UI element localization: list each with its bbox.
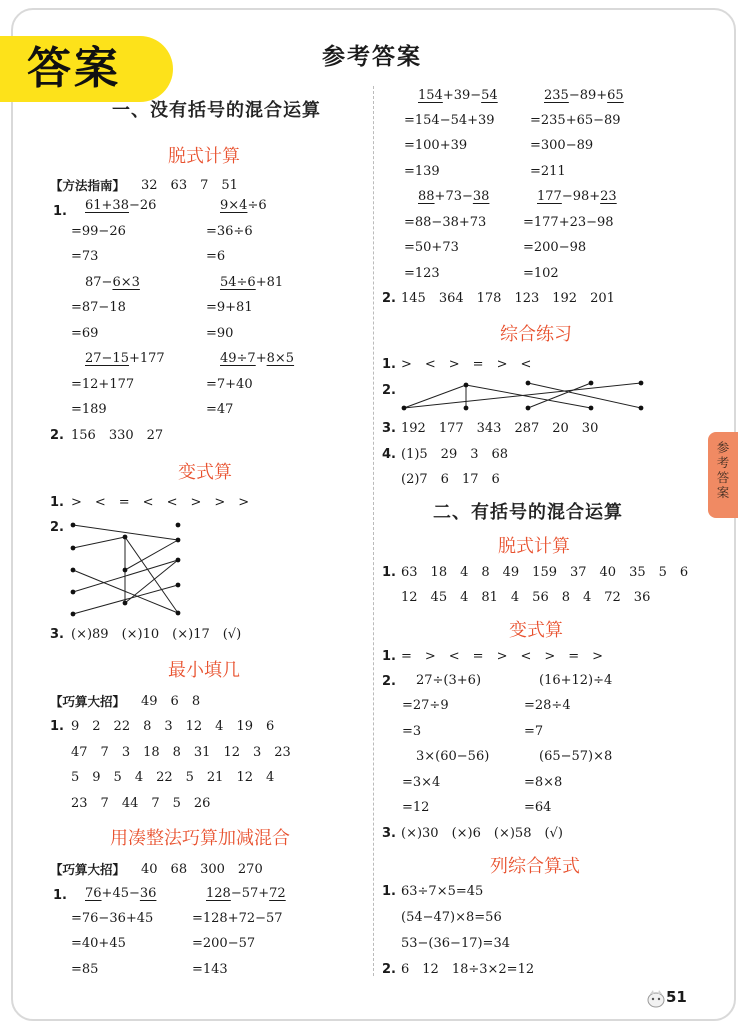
question-number: 2.	[50, 428, 64, 443]
tip-text: 40 68 300 270	[141, 862, 263, 877]
question-number: 1.	[50, 719, 64, 734]
expression: (65−57)×8	[539, 749, 613, 764]
step: =76−36+45	[71, 911, 154, 926]
section-title: 用凑整法巧算加减混合	[110, 828, 290, 849]
question-number: 3.	[382, 421, 396, 436]
tip-label: 【巧算大招】	[50, 694, 126, 709]
expression: 3×(60−56)	[416, 749, 490, 764]
answer-row: 23 7 44 7 5 26	[71, 796, 211, 811]
expression: 235−89+65	[544, 88, 624, 103]
tip-label: 【巧算大招】	[50, 862, 126, 877]
answer-text: 156 330 27	[71, 428, 164, 443]
expression: 128−57+72	[206, 886, 286, 901]
answer-row: 12 45 4 81 4 56 8 4 72 36	[401, 590, 651, 605]
answer-text: (54−47)×8=56	[401, 910, 502, 925]
matching-diagram	[60, 515, 190, 625]
page-number: 51	[666, 988, 687, 1006]
step: =99−26	[71, 224, 126, 239]
question-number: 3.	[50, 627, 64, 642]
step: =88−38+73	[404, 215, 487, 230]
answer-text: (×)89 (×)10 (×)17 (√)	[71, 627, 242, 642]
question-number: 1.	[382, 649, 396, 664]
step: =102	[523, 266, 559, 281]
answer-text: (2)7 6 17 6	[401, 472, 500, 487]
step: =189	[71, 402, 107, 417]
step: =12+177	[71, 377, 135, 392]
question-number: 2.	[382, 383, 396, 398]
answer-text: > < > = > <	[401, 357, 532, 372]
step: =87−18	[71, 300, 126, 315]
question-number: 1.	[53, 204, 67, 219]
matching-diagram	[398, 375, 650, 417]
step: =64	[524, 800, 552, 815]
question-number: 1.	[382, 565, 396, 580]
answer-row: 63 18 4 8 49 159 37 40 35 5 6	[401, 565, 689, 580]
expression: 177−98+23	[537, 189, 617, 204]
question-number: 1.	[382, 357, 396, 372]
step: =100+39	[404, 138, 468, 153]
answer-text: 145 364 178 123 192 201	[401, 291, 615, 306]
part-two-title: 二、有括号的混合运算	[433, 502, 623, 523]
step: =73	[71, 249, 99, 264]
step: =139	[404, 164, 440, 179]
guide-text: 32 63 7 51	[141, 178, 238, 193]
step: =85	[71, 962, 99, 977]
step: =200−57	[192, 936, 256, 951]
answer-row: 47 7 3 18 8 31 12 3 23	[71, 745, 291, 760]
step: =40+45	[71, 936, 126, 951]
expression: 54÷6+81	[220, 275, 284, 290]
step: =12	[402, 800, 430, 815]
answer-text: 63÷7×5=45	[401, 884, 484, 899]
step: =123	[404, 266, 440, 281]
step: =200−98	[523, 240, 587, 255]
step: =8×8	[524, 775, 563, 790]
section-title: 脱式计算	[168, 146, 240, 167]
step: =28÷4	[524, 698, 571, 713]
section-title: 综合练习	[500, 324, 572, 345]
answer-row: 5 9 5 4 22 5 21 12 4	[71, 770, 275, 785]
answer-row: 9 2 22 8 3 12 4 19 6	[71, 719, 275, 734]
step: =90	[206, 326, 234, 341]
question-number: 1.	[53, 888, 67, 903]
answer-badge: 答案	[0, 36, 173, 102]
answer-text: > < = < < > > >	[71, 495, 250, 510]
expression: 9×4÷6	[220, 198, 267, 213]
tip-text: 49 6 8	[141, 694, 201, 709]
answer-text: 6 12 18÷3×2=12	[401, 962, 535, 977]
step: =47	[206, 402, 234, 417]
step: =3	[402, 724, 422, 739]
expression: 76+45−36	[85, 886, 157, 901]
question-number: 2.	[382, 291, 396, 306]
answer-text: = > < = > < > = >	[401, 649, 604, 664]
step: =50+73	[404, 240, 459, 255]
question-number: 1.	[382, 884, 396, 899]
expression: 88+73−38	[418, 189, 490, 204]
question-number: 2.	[50, 520, 64, 535]
step: =300−89	[530, 138, 594, 153]
step: =128+72−57	[192, 911, 283, 926]
step: =211	[530, 164, 566, 179]
expression: (16+12)÷4	[539, 673, 613, 688]
step: =3×4	[402, 775, 441, 790]
part-one-title: 一、没有括号的混合运算	[112, 100, 321, 121]
side-tab-label: 参考答案	[716, 440, 730, 500]
step: =27÷9	[402, 698, 449, 713]
expression: 61+38−26	[85, 198, 157, 213]
mascot-icon	[645, 987, 667, 1009]
expression: 87−6×3	[85, 275, 140, 290]
section-title: 最小填几	[168, 660, 240, 681]
step: =36÷6	[206, 224, 253, 239]
question-number: 3.	[382, 826, 396, 841]
step: =7	[524, 724, 544, 739]
step: =69	[71, 326, 99, 341]
section-title: 列综合算式	[490, 856, 580, 877]
answer-text: 53−(36−17)=34	[401, 936, 510, 951]
expression: 49÷7+8×5	[220, 351, 295, 366]
guide-label: 【方法指南】	[50, 178, 126, 193]
expression: 27−15+177	[85, 351, 165, 366]
column-divider	[373, 86, 374, 976]
step: =143	[192, 962, 228, 977]
answer-text: 192 177 343 287 20 30	[401, 421, 599, 436]
question-number: 4.	[382, 447, 396, 462]
question-number: 2.	[382, 674, 396, 689]
section-title: 变式算	[178, 462, 232, 483]
expression: 27÷(3+6)	[416, 673, 482, 688]
section-title: 变式算	[509, 620, 563, 641]
step: =6	[206, 249, 226, 264]
step: =154−54+39	[404, 113, 495, 128]
step: =177+23−98	[523, 215, 614, 230]
answer-text: (1)5 29 3 68	[401, 447, 509, 462]
expression: 154+39−54	[418, 88, 498, 103]
answer-text: (×)30 (×)6 (×)58 (√)	[401, 826, 563, 841]
page-title: 参考答案	[322, 44, 422, 70]
section-title: 脱式计算	[498, 536, 570, 557]
step: =9+81	[206, 300, 253, 315]
question-number: 1.	[50, 495, 64, 510]
question-number: 2.	[382, 962, 396, 977]
step: =7+40	[206, 377, 253, 392]
step: =235+65−89	[530, 113, 621, 128]
